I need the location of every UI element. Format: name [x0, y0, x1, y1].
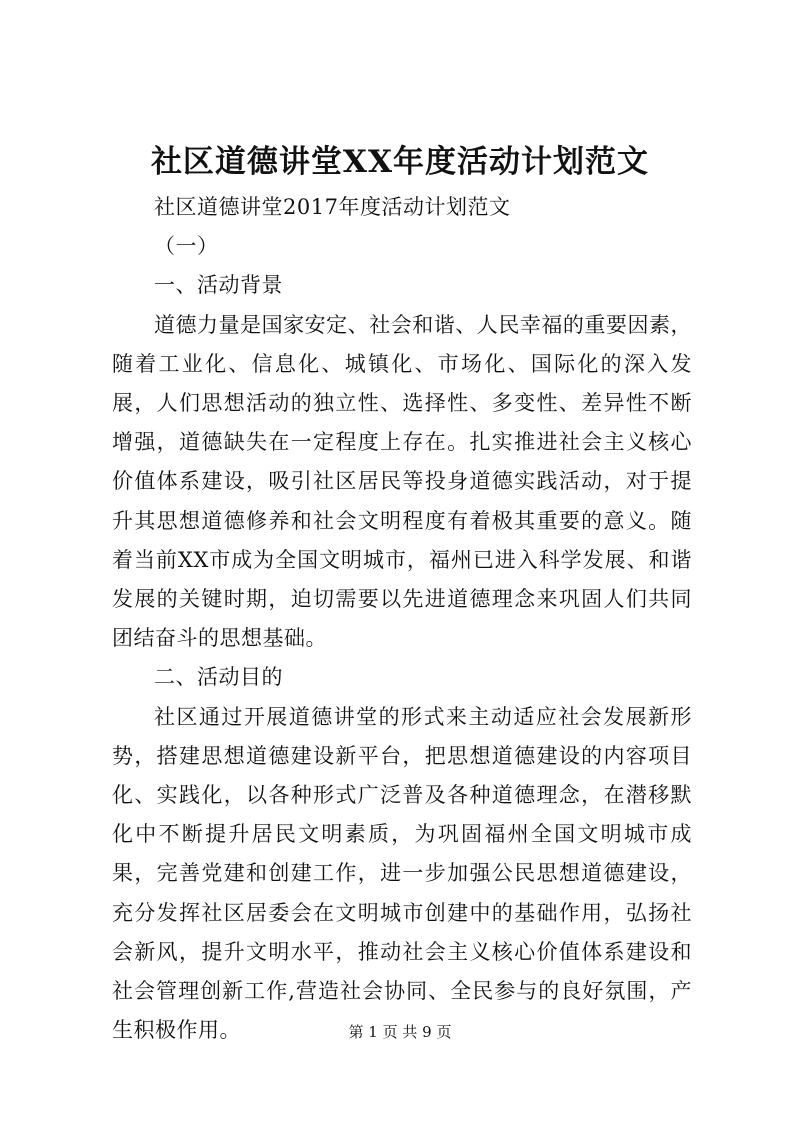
purpose-paragraph: 社区通过开展道德讲堂的形式来主动适应社会发展新形势，搭建思想道德建设新平台，把思想道德建设的内容项目化、实践化，以各种形式广泛普及各种道德理念，在潜移默化中不断提升居民文明素质，为巩固福州全国文明城市成果，完善党建和创建工作，进一步加强公民思想道德建设，充分发挥社区居委会在文明城市创建中的基础作用，弘扬社会新风，提升文明水平，推动社会主义核心价值体系建设和社会管理创新工作,营造社会协同、全民参与的良好氛围，产生积极作用。 [112, 704, 692, 1043]
subtitle-paragraph: 社区道德讲堂2017年度活动计划范文 [154, 195, 511, 219]
document-body [112, 188, 692, 1050]
section-heading-background: 一、活动背景 [154, 273, 283, 298]
background-paragraph: 道德力量是国家安定、社会和谐、人民幸福的重要因素，随着工业化、信息化、城镇化、市场化、国际化的深入发展，人们思想活动的独立性、选择性、多变性、差异性不断增强，道德缺失在一定程度上存在。扎实推进社会主义核心价值体系建设，吸引社区居民等投身道德实践活动，对于提升其思想道德修养和社会文明程度有着极其重要的意义。随着当前XX市成为全国文明城市，福州已进入科学发展、和谐发展的关键时期，迫切需要以先进道德理念来巩固人们共同团结奋斗的思想基础。 [112, 312, 692, 651]
page-number-footer: 第 1 页 共 9 页 [348, 1023, 452, 1041]
section-marker: （一） [154, 234, 219, 259]
section-heading-purpose: 二、活动目的 [154, 665, 283, 690]
document-title: 社区道德讲堂XX年度活动计划范文 [150, 144, 650, 180]
